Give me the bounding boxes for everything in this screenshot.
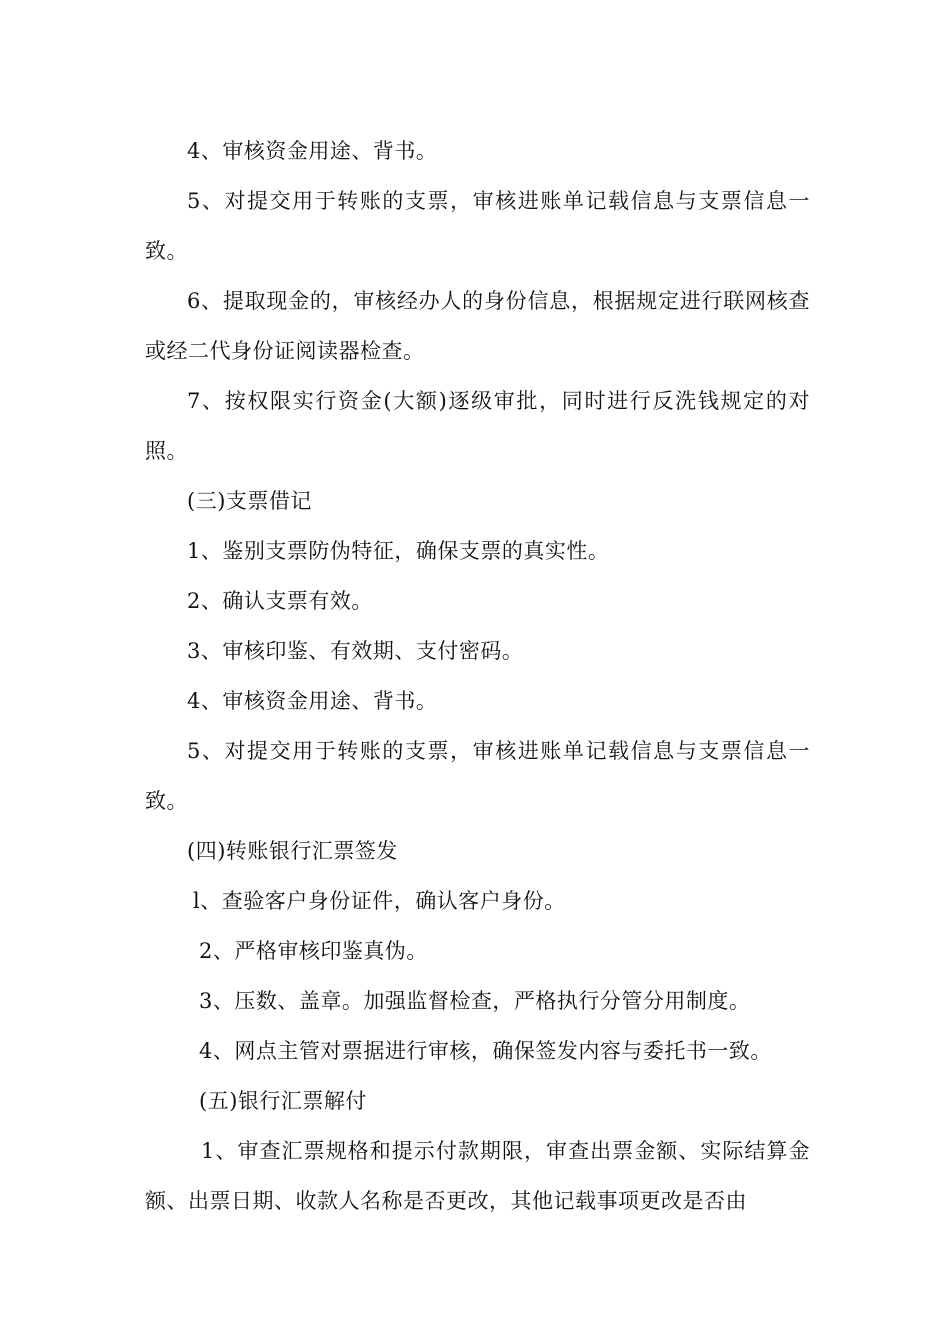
paragraph: 4、审核资金用途、背书。 (187, 139, 438, 163)
section-heading: (三)支票借记 (187, 489, 312, 513)
paragraph: 3、审核印鉴、有效期、支付密码。 (187, 639, 524, 663)
paragraph: 3、压数、盖章。加强监督检查，严格执行分管分用制度。 (199, 989, 751, 1013)
document-body (145, 126, 810, 1226)
paragraph: 7、按权限实行资金(大额)逐级审批，同时进行反洗钱规定的对照。 (145, 389, 810, 463)
paragraph: 2、严格审核印鉴真伪。 (199, 939, 428, 963)
section-heading: (五)银行汇票解付 (199, 1089, 367, 1113)
paragraph: 4、审核资金用途、背书。 (187, 689, 438, 713)
paragraph: 1、审查汇票规格和提示付款期限，审查出票金额、实际结算金额、出票日期、收款人名称是否更改，其他记载事项更改是否由 (145, 1139, 810, 1213)
paragraph: 4、网点主管对票据进行审核，确保签发内容与委托书一致。 (199, 1039, 772, 1063)
section-heading: (四)转账银行汇票签发 (187, 839, 398, 863)
paragraph: 6、提取现金的，审核经办人的身份信息，根据规定进行联网核查或经二代身份证阅读器检查。 (145, 289, 810, 363)
paragraph: 5、对提交用于转账的支票，审核进账单记载信息与支票信息一致。 (145, 739, 810, 813)
paragraph: 5、对提交用于转账的支票，审核进账单记载信息与支票信息一致。 (145, 189, 810, 263)
paragraph: l、查验客户身份证件，确认客户身份。 (193, 889, 566, 913)
paragraph: 2、确认支票有效。 (187, 589, 373, 613)
paragraph: 1、鉴别支票防伪特征，确保支票的真实性。 (187, 539, 610, 563)
